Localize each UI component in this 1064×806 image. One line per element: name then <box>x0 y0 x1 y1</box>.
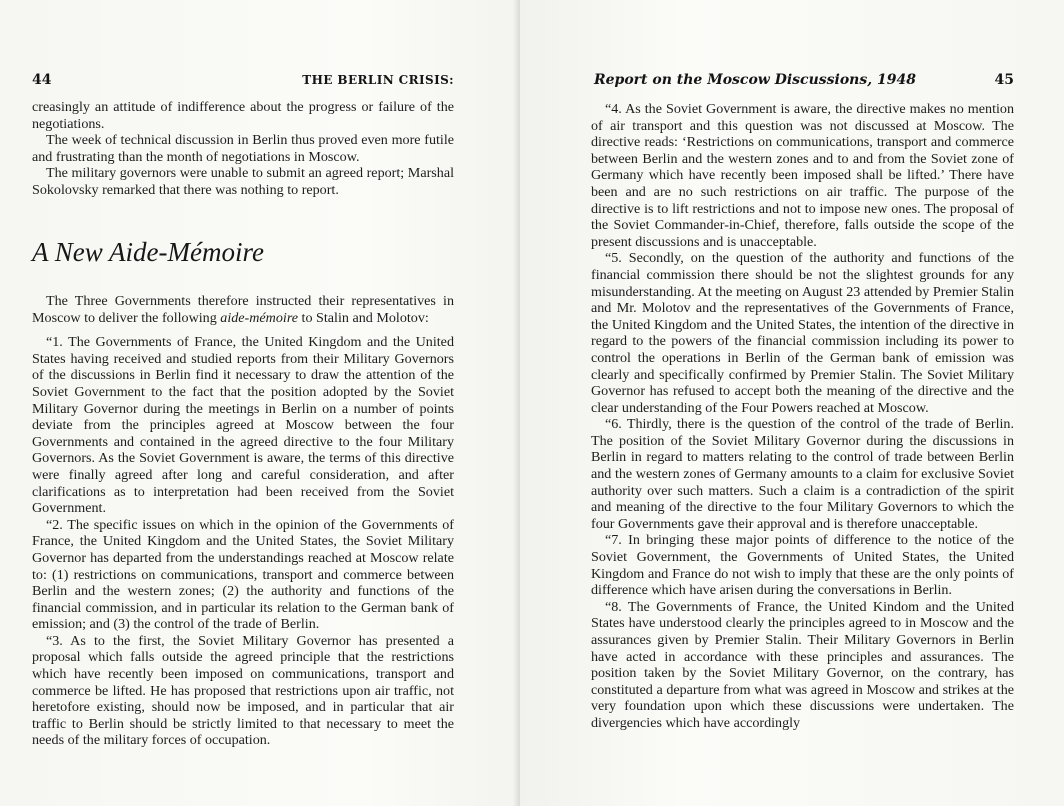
right-page <box>520 0 1064 806</box>
left-page-header <box>32 72 454 90</box>
numbered-paragraph: “1. The Governments of France, the United Kingdom and the United States having received and studied reports from their Military Governors of the discussions in Berlin find it necessary to draw the attention of the Soviet Government to the fact that the position adopted by the Soviet Military Governor during the meetings in Berlin on a number of points deviate from the principles agreed at Moscow between the four Governments and contained in the agreed directive to the four Military Governors. As the Soviet Government is aware, the terms of this directive were finally agreed after long and careful consideration, and after clarifications as to interpretation had been received from the Soviet Government. <box>32 334 454 517</box>
intro-text-end: to Stalin and Molotov: <box>298 309 429 326</box>
numbered-paragraph: “2. The specific issues on which in the opinion of the Governments of France, the United Kingdom and the United States, the Soviet Military Governor has departed from the understandings reached at Moscow relate to: (1) restrictions on communications, transport and commerce between Berlin and the western zones; (2) the authority and functions of the financial commission, and in particular its relation to the German bank of emission; and (3) the control of the trade of Berlin. <box>32 516 454 633</box>
numbered-paragraph: “8. The Governments of France, the United Kindom and the United States have understood clearly the principles agreed to in Moscow and the assurances given by Premier Stalin. Their Military Governors in Berlin have acted in accordance with these principles and assurances. The position taken by the Soviet Military Governor, on the contrary, has constituted a departure from what was agreed in Moscow and strikes at the very foundation upon which these discussions were undertaken. The divergencies which have accordingly <box>591 598 1014 731</box>
paragraph: creasingly an attitude of indifference about the progress or failure of the negotiations. <box>32 99 454 132</box>
left-page <box>0 0 520 806</box>
paragraph: The week of technical discussion in Berlin thus proved even more futile and frustrating than the month of negotiations in Moscow. <box>32 132 454 165</box>
page-number: 44 <box>32 72 52 88</box>
running-head: Report on the Moscow Discussions, 1948 <box>594 72 916 88</box>
paragraph: The military governors were unable to submit an agreed report; Marshal Sokolovsky remarked that there was nothing to report. <box>32 165 454 198</box>
right-page-header <box>594 72 1014 90</box>
intro-paragraph <box>32 293 454 326</box>
numbered-paragraph: “3. As to the first, the Soviet Military Governor has presented a proposal which falls outside the agreed principle that the restrictions which have recently been imposed on communications, transport and commerce be lifted. He has proposed that restrictions upon air traffic, not heretofore existing, should now be imposed, and in particular that air traffic to Berlin should be strictly limited to that necessary to meet the needs of the military forces of occupation. <box>32 632 454 749</box>
intro-text: The Three Governments therefore instructed their representatives in Moscow to deliver the following <box>32 293 454 326</box>
intro-emphasis: aide-mémoire <box>220 309 299 326</box>
numbered-paragraph: “6. Thirdly, there is the question of the control of the trade of Berlin. The position of the Soviet Military Governor during the discussions in Berlin in regard to matters relating to the control of trade between Berlin and the western zones of Germany amounts to a claim for exclusive Soviet authority over such matters. Such a claim is a contradiction of the spirit and meaning of the directive to the four Military Governors to which the four Governments gave their approval and is therefore unacceptable. <box>591 416 1014 532</box>
running-head: THE BERLIN CRISIS: <box>302 73 454 87</box>
right-body-text <box>591 101 1014 732</box>
numbered-paragraph: “5. Secondly, on the question of the authority and functions of the financial commission there should be not the slightest grounds for any misunderstanding. At the meeting on August 23 attended by Premier Stalin and Mr. Molotov and the representatives of the Governments of France, the United Kingdom and the United States, the intention of the directive in regard to the powers of the financial commission including its power to control the operations in Berlin of the German bank of emission was clearly and specifically confirmed by Premier Stalin. The Soviet Military Governor has refused to accept both the meaning of the directive and the clear understanding of the Four Powers reached at Moscow. <box>591 250 1014 416</box>
section-heading: A New Aide-Mémoire <box>32 237 264 267</box>
page-number: 45 <box>994 72 1014 88</box>
left-top-text <box>32 99 454 199</box>
numbered-paragraph: “7. In bringing these major points of difference to the notice of the Soviet Government, the Governments of United States, the United Kingdom and France do not wish to imply that these are the only points of difference which have arisen during the conversations in Berlin. <box>591 532 1014 599</box>
left-body-text <box>32 293 454 749</box>
numbered-paragraph: “4. As the Soviet Government is aware, the directive makes no mention of air transport and this question was not discussed at Moscow. The directive reads: ‘Restrictions on communications, transport and commerce between Berlin and the western zones and to and from the Soviet zone of Germany which have recently been imposed shall be lifted.’ There have been and are no such restrictions on air traffic. The purpose of the directive is to lift restrictions and not to impose new ones. The proposal of the Soviet Commander-in-Chief, therefore, falls outside the scope of the present discussions and is unacceptable. <box>591 101 1014 250</box>
